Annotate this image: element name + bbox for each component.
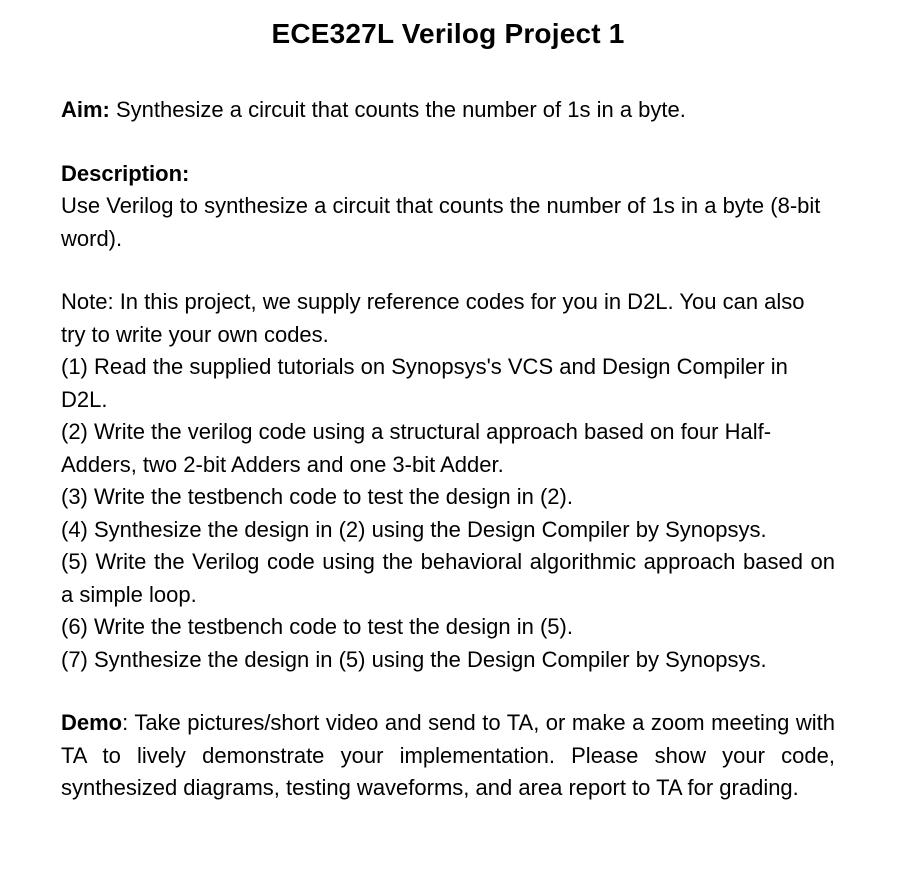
step-5: (5) Write the Verilog code using the behavioral algorithmic approach based on a simple loop. — [61, 549, 835, 607]
step-7: (7) Synthesize the design in (5) using the Design Compiler by Synopsys. — [61, 646, 767, 672]
step-3: (3) Write the testbench code to test the design in (2). — [61, 484, 573, 509]
note-section — [61, 286, 835, 676]
page-title: ECE327L Verilog Project 1 — [271, 18, 625, 49]
spacer — [61, 676, 835, 707]
description-text: Use Verilog to synthesize a circuit that counts the number of 1s in a byte (8-bit word). — [61, 193, 821, 251]
step-4: (4) Synthesize the design in (2) using the Design Compiler by Synopsys. — [61, 516, 767, 542]
demo-label: Demo — [61, 710, 123, 735]
step-1: (1) Read the supplied tutorials on Synopsys's VCS and Design Compiler in D2L. — [61, 354, 788, 412]
spacer — [61, 255, 835, 286]
aim-text: Synthesize a circuit that counts the number of 1s in a byte. — [109, 97, 686, 122]
description-label: Description: — [61, 160, 190, 186]
note-intro: Note: In this project, we supply reference codes for you in D2L. You can also try to write your own codes. — [61, 289, 805, 347]
step-6: (6) Write the testbench code to test the design in (5). — [61, 614, 573, 639]
demo-text: : Take pictures/short video and send to TA, or make a zoom meeting with TA to lively demonstrate your implementation. Please show your code, synthesized diagrams, testing waveforms, and area report to TA for grading. — [61, 710, 835, 800]
description-section — [61, 158, 835, 256]
demo-section — [61, 707, 835, 805]
spacer — [61, 127, 835, 158]
step-2: (2) Write the verilog code using a structural approach based on four Half-Adders, two 2-bit Adders and one 3-bit Adder. — [61, 419, 772, 477]
aim-label: Aim: — [61, 97, 110, 122]
aim-section — [61, 94, 835, 127]
